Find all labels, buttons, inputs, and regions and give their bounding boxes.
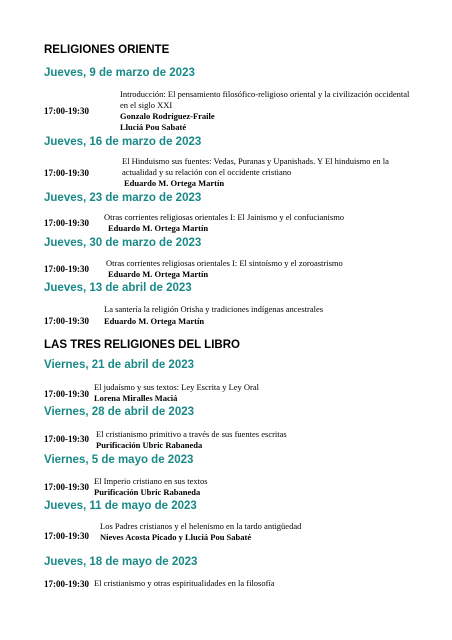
session-time: 17:00-19:30 bbox=[44, 106, 89, 116]
session-date: Jueves, 11 de mayo de 2023 bbox=[44, 500, 197, 512]
session-time: 17:00-19:30 bbox=[44, 168, 89, 178]
session-topic: Introducción: El pensamiento filosófico-religioso oriental y la civilización occidental en el siglo XXI bbox=[120, 89, 410, 110]
session-date: Jueves, 16 de marzo de 2023 bbox=[44, 136, 202, 148]
session-date: Viernes, 28 de abril de 2023 bbox=[44, 406, 195, 418]
session-topic: El judaísmo y sus textos: Ley Escrita y Ley Oral bbox=[94, 382, 260, 392]
session-speaker: Eduardo M. Ortega Martín bbox=[108, 269, 209, 279]
session-topic: El cristianismo y otras espiritualidades en la filosofía bbox=[94, 578, 275, 588]
session-speaker: Nieves Acosta Picado y Lluciá Pou Sabaté bbox=[100, 532, 252, 542]
session-speaker: Gonzalo Rodríguez-Fraile Lluciá Pou Sabaté bbox=[120, 111, 215, 132]
session-time: 17:00-19:30 bbox=[44, 264, 89, 274]
session-date: Jueves, 18 de mayo de 2023 bbox=[44, 556, 198, 568]
session-time: 17:00-19:30 bbox=[44, 218, 89, 228]
session-time: 17:00-19:30 bbox=[44, 482, 89, 492]
session-topic: Los Padres cristianos y el helenismo en la tardo antigüedad bbox=[100, 521, 302, 531]
session-date: Jueves, 23 de marzo de 2023 bbox=[44, 192, 202, 204]
session-topic: El cristianismo primitivo a través de sus fuentes escritas bbox=[96, 429, 287, 439]
session-time: 17:00-19:30 bbox=[44, 434, 89, 444]
session-date: Jueves, 30 de marzo de 2023 bbox=[44, 237, 202, 249]
section-title: LAS TRES RELIGIONES DEL LIBRO bbox=[44, 339, 240, 351]
session-speaker: Eduardo M. Ortega Martín bbox=[124, 178, 225, 188]
session-date: Viernes, 5 de mayo de 2023 bbox=[44, 454, 194, 466]
session-topic: Otras corrientes religiosas orientales I: El Jainismo y el confucianismo bbox=[104, 212, 345, 222]
session-speaker: Lorena Miralles Maciá bbox=[94, 393, 178, 403]
session-topic: Otras corrientes religiosas orientales I: El sintoísmo y el zoroastrismo bbox=[106, 258, 343, 268]
session-time: 17:00-19:30 bbox=[44, 579, 89, 589]
session-time: 17:00-19:30 bbox=[44, 389, 89, 399]
session-speaker: Eduardo M. Ortega Martín bbox=[104, 316, 205, 326]
section-title: RELIGIONES ORIENTE bbox=[44, 44, 170, 56]
session-date: Jueves, 9 de marzo de 2023 bbox=[44, 67, 195, 79]
session-speaker: Eduardo M. Ortega Martín bbox=[108, 223, 209, 233]
session-speaker: Purificación Ubric Rabaneda bbox=[96, 440, 203, 450]
session-topic: La santería la religión Orisha y tradiciones indígenas ancestrales bbox=[104, 304, 324, 314]
session-speaker: Purificación Ubric Rabaneda bbox=[94, 487, 201, 497]
session-time: 17:00-19:30 bbox=[44, 316, 89, 326]
session-time: 17:00-19:30 bbox=[44, 531, 89, 541]
session-topic: El Imperio cristiano en sus textos bbox=[94, 476, 208, 486]
session-topic: El Hinduismo sus fuentes: Vedas, Puranas y Upanishads. Y El hinduismo en la actualidad y su relación con el occidente cristiano bbox=[122, 156, 389, 177]
session-date: Viernes, 21 de abril de 2023 bbox=[44, 359, 195, 371]
session-date: Jueves, 13 de abril de 2023 bbox=[44, 282, 192, 294]
